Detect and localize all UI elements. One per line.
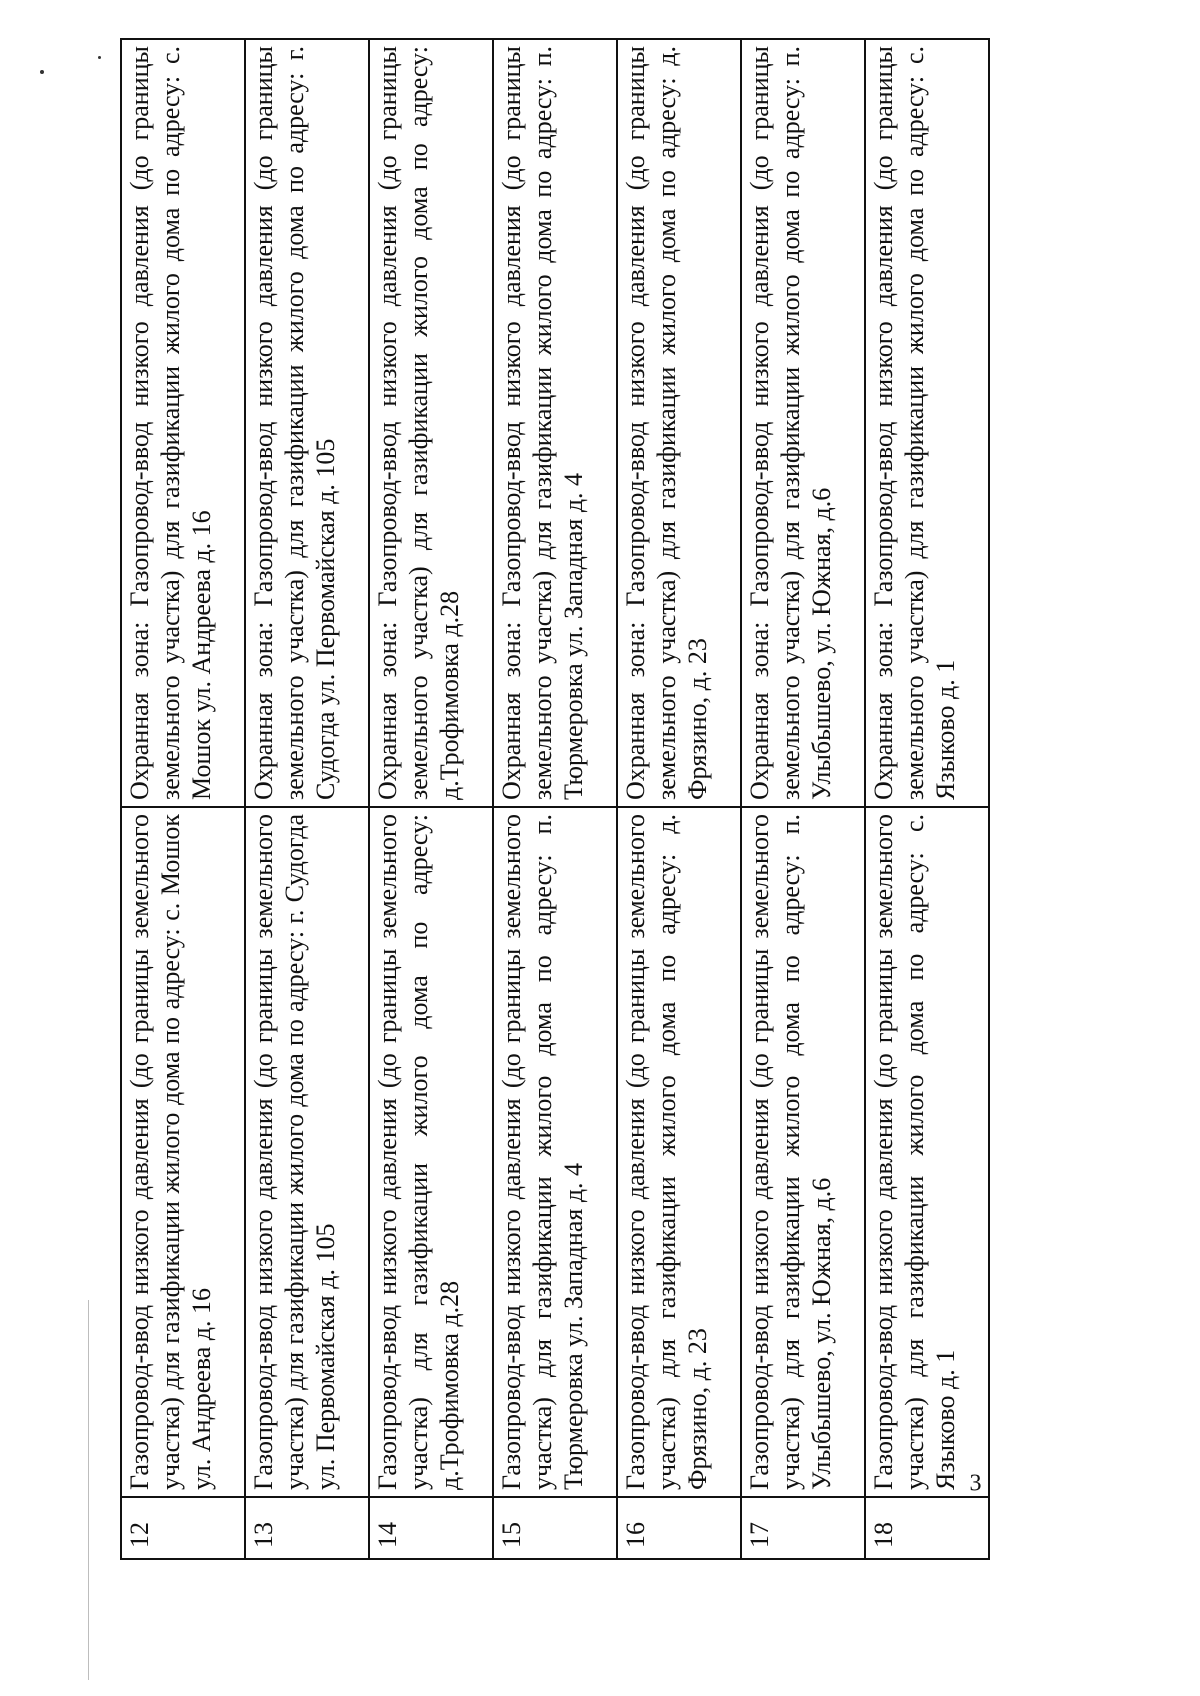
scan-margin-line xyxy=(88,1300,89,1680)
protection-zone-description: Охранная зона: Газопровод-ввод низкого давления (до границы земельного участка) для газификации жилого дома по адресу: д.Трофимовка д.28 xyxy=(369,39,493,807)
table-row xyxy=(741,39,865,1559)
row-number: 17 xyxy=(741,1497,865,1559)
object-description: Газопровод-ввод низкого давления (до границы земельного участка) для газификации жилого дома по адресу: г. Судогда ул. Первомайская д. 105 xyxy=(245,807,369,1497)
rotated-page xyxy=(120,40,1020,1560)
object-description: Газопровод-ввод низкого давления (до границы земельного участка) для газификации жилого дома по адресу: п. Улыбышево, ул. Южная, д.6 xyxy=(741,807,865,1497)
row-number: 13 xyxy=(245,1497,369,1559)
page-number: 3 xyxy=(969,1470,982,1497)
easement-table xyxy=(120,38,990,1560)
scan-speck xyxy=(98,56,101,59)
protection-zone-description: Охранная зона: Газопровод-ввод низкого давления (до границы земельного участка) для газификации жилого дома по адресу: д. Фрязино, д. 23 xyxy=(617,39,741,807)
object-description: Газопровод-ввод низкого давления (до границы земельного участка) для газификации жилого дома по адресу: д. Фрязино, д. 23 xyxy=(617,807,741,1497)
table-row xyxy=(121,39,245,1559)
row-number: 14 xyxy=(369,1497,493,1559)
table-row xyxy=(865,39,989,1559)
table-row xyxy=(245,39,369,1559)
protection-zone-description: Охранная зона: Газопровод-ввод низкого давления (до границы земельного участка) для газификации жилого дома по адресу: г. Судогда ул. Первомайская д. 105 xyxy=(245,39,369,807)
scan-speck xyxy=(40,70,44,74)
protection-zone-description: Охранная зона: Газопровод-ввод низкого давления (до границы земельного участка) для газификации жилого дома по адресу: п. Улыбышево, ул. Южная, д.6 xyxy=(741,39,865,807)
table-row xyxy=(369,39,493,1559)
row-number: 12 xyxy=(121,1497,245,1559)
protection-zone-description: Охранная зона: Газопровод-ввод низкого давления (до границы земельного участка) для газификации жилого дома по адресу: п. Тюрмеровка ул. Западная д. 4 xyxy=(493,39,617,807)
row-number: 18 xyxy=(865,1497,989,1559)
protection-zone-description: Охранная зона: Газопровод-ввод низкого давления (до границы земельного участка) для газификации жилого дома по адресу: с. Мошок ул. Андреева д. 16 xyxy=(121,39,245,807)
table-row xyxy=(493,39,617,1559)
table-row xyxy=(617,39,741,1559)
object-description: Газопровод-ввод низкого давления (до границы земельного участка) для газификации жилого дома по адресу: п. Тюрмеровка ул. Западная д. 4 xyxy=(493,807,617,1497)
object-description: Газопровод-ввод низкого давления (до границы земельного участка) для газификации жилого дома по адресу: с. Языково д. 1 xyxy=(865,807,989,1497)
protection-zone-description: Охранная зона: Газопровод-ввод низкого давления (до границы земельного участка) для газификации жилого дома по адресу: с. Языково д. 1 xyxy=(865,39,989,807)
object-description: Газопровод-ввод низкого давления (до границы земельного участка) для газификации жилого дома по адресу: д.Трофимовка д.28 xyxy=(369,807,493,1497)
object-description: Газопровод-ввод низкого давления (до границы земельного участка) для газификации жилого дома по адресу: с. Мошок ул. Андреева д. 16 xyxy=(121,807,245,1497)
row-number: 16 xyxy=(617,1497,741,1559)
row-number: 15 xyxy=(493,1497,617,1559)
